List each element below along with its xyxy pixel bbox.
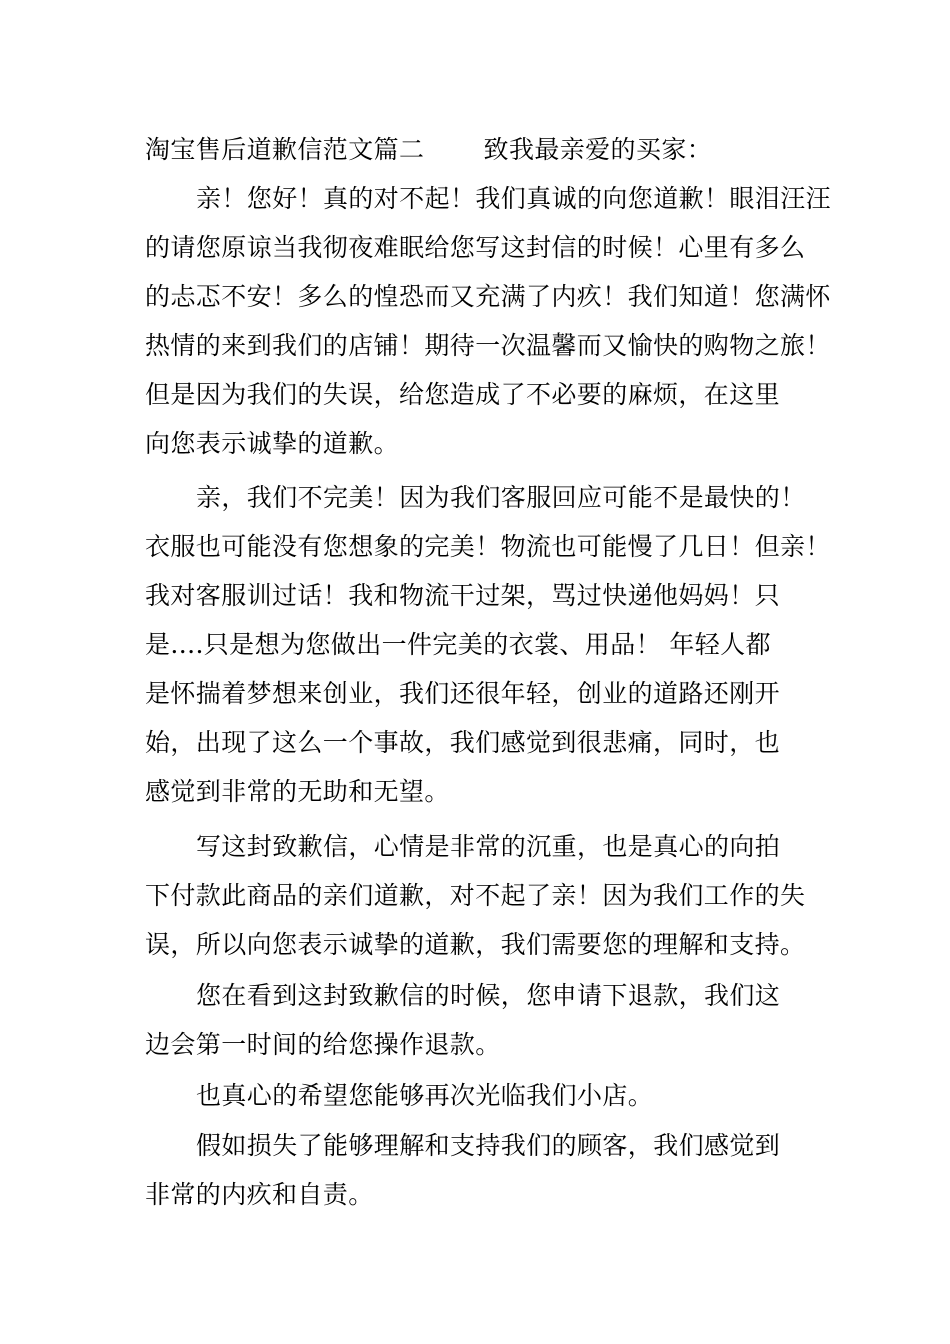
paragraph-4-line-2: 边会第一时间的给您操作退款。 xyxy=(145,1030,501,1059)
document-title-line: 淘宝售后道歉信范文篇二 致我最亲爱的买家： xyxy=(145,135,713,164)
paragraph-1-line-4: 热情的来到我们的店铺！期待一次温馨而又愉快的购物之旅！ xyxy=(145,331,831,360)
paragraph-1-line-3: 的忐忑不安！多么的惶恐而又充满了内疚！我们知道！您满怀 xyxy=(145,282,831,311)
paragraph-6-line-2: 非常的内疚和自责。 xyxy=(145,1180,374,1209)
paragraph-1-line-2: 的请您原谅当我彻夜难眠给您写这封信的时候！心里有多么 xyxy=(145,233,806,262)
paragraph-2-line-7: 感觉到非常的无助和无望。 xyxy=(145,777,450,806)
paragraph-4-line-1: 您在看到这封致歉信的时候，您申请下退款，我们这 xyxy=(196,981,781,1010)
paragraph-3-line-1: 写这封致歉信，心情是非常的沉重，也是真心的向拍 xyxy=(196,832,781,861)
paragraph-2-line-4: 是....只是想为您做出一件完美的衣裳、用品！ 年轻人都 xyxy=(145,630,771,659)
paragraph-3-line-2: 下付款此商品的亲们道歉，对不起了亲！因为我们工作的失 xyxy=(145,881,806,910)
paragraph-1-line-1: 亲！您好！真的对不起！我们真诚的向您道歉！眼泪汪汪 xyxy=(196,184,832,213)
paragraph-2-line-3: 我对客服训过话！我和物流干过架，骂过快递他妈妈！只 xyxy=(145,581,781,610)
paragraph-5-line-1: 也真心的希望您能够再次光临我们小店。 xyxy=(196,1081,654,1110)
paragraph-2-line-6: 始，出现了这么一个事故，我们感觉到很悲痛，同时，也 xyxy=(145,728,781,757)
paragraph-3-line-3: 误，所以向您表示诚挚的道歉，我们需要您的理解和支持。 xyxy=(145,930,806,959)
paragraph-2-line-1: 亲，我们不完美！因为我们客服回应可能不是最快的！ xyxy=(196,483,806,512)
paragraph-2-line-2: 衣服也可能没有您想象的完美！物流也可能慢了几日！但亲！ xyxy=(145,532,831,561)
paragraph-1-line-6: 向您表示诚挚的道歉。 xyxy=(145,429,400,458)
paragraph-2-line-5: 是怀揣着梦想来创业，我们还很年轻，创业的道路还刚开 xyxy=(145,679,781,708)
paragraph-6-line-1: 假如损失了能够理解和支持我们的顾客，我们感觉到 xyxy=(196,1131,781,1160)
paragraph-1-line-5: 但是因为我们的失误，给您造成了不必要的麻烦，在这里 xyxy=(145,380,781,409)
